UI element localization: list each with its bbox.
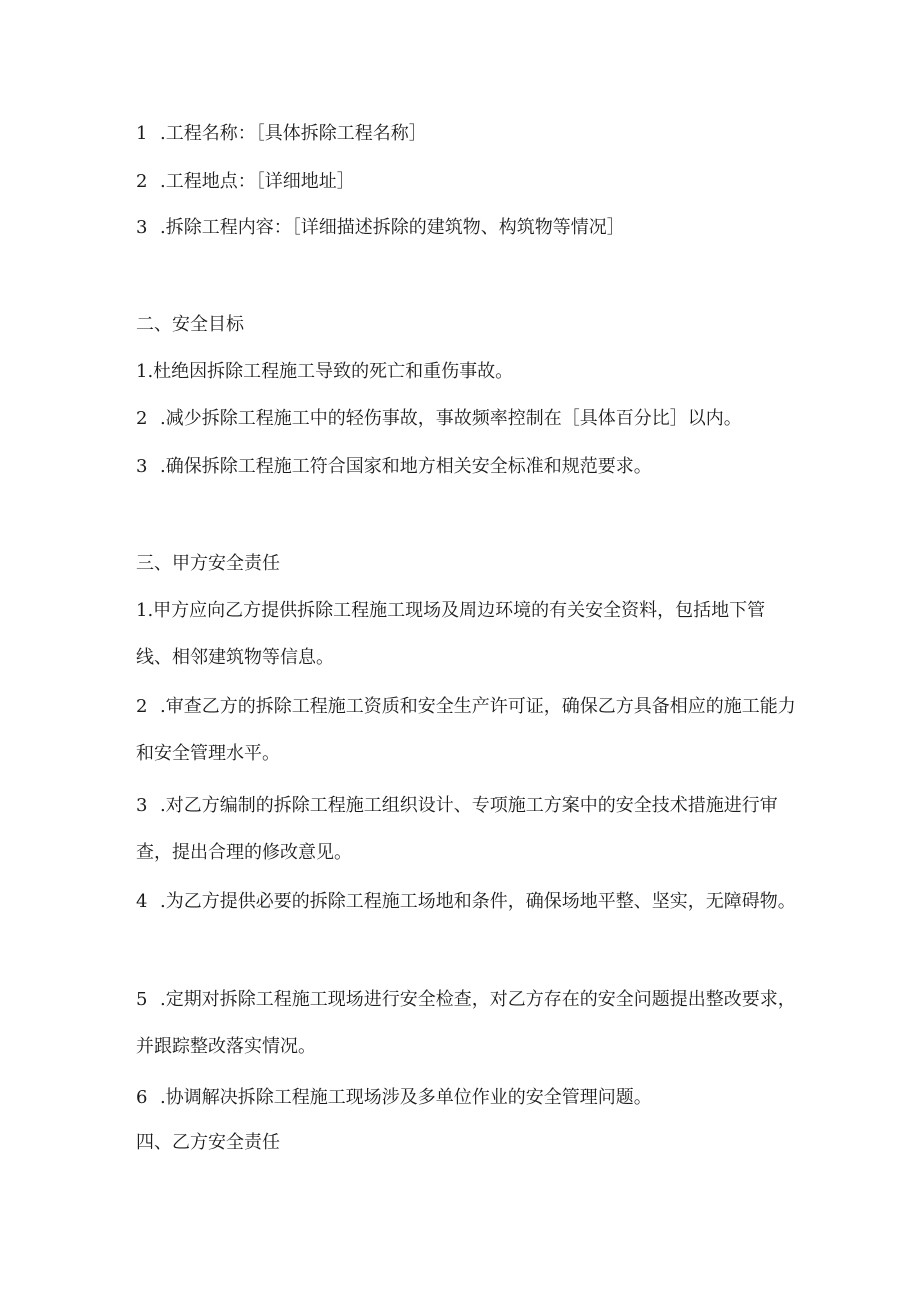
item-number: 1 [136,123,148,144]
item-number: 2 [136,171,148,192]
item-text: 1.甲方应向乙方提供拆除工程施工现场及周边环境的有关安全资料，包括地下管线、相邻建筑物等信息。 [136,600,766,668]
section-heading: 二、安全目标 [136,314,244,335]
item-number: 2 [136,696,148,717]
list-item [136,587,796,681]
item-number: 2 [136,408,148,429]
item-number: 5 [136,989,148,1010]
item-text: .审查乙方的拆除工程施工资质和安全生产许可证，确保乙方具备相应的施工能力和安全管理水平。 [136,696,796,764]
item-text: .为乙方提供必要的拆除工程施工场地和条件，确保场地平整、坚实，无障碍物。 [160,891,796,912]
list-item [136,407,796,431]
item-number: 3 [136,456,148,477]
section-heading: 三、甲方安全责任 [136,553,280,574]
section-heading: 四、乙方安全责任 [136,1132,280,1153]
item-text: .定期对拆除工程施工现场进行安全检查，对乙方存在的安全问题提出整改要求，并跟踪整改落实情况。 [136,989,796,1057]
item-number: 3 [136,795,148,816]
project-info-item [136,170,796,194]
project-info-item [136,122,796,146]
item-text: .拆除工程内容：［详细描述拆除的建筑物、构筑物等情况］ [160,217,625,238]
list-item [136,360,796,384]
project-info-item [136,216,796,240]
list-item [136,683,796,777]
item-number: 4 [136,891,148,912]
item-number: 3 [136,217,148,238]
item-text: .对乙方编制的拆除工程施工组织设计、专项施工方案中的安全技术措施进行审查，提出合理的修改意见。 [136,795,778,863]
list-item [136,782,796,876]
item-text: .工程名称：［具体拆除工程名称］ [160,123,427,144]
item-text: .协调解决拆除工程施工现场涉及多单位作业的安全管理问题。 [160,1087,652,1108]
list-item [136,1086,796,1110]
list-item [136,878,796,925]
item-text: .工程地点：［详细地址］ [160,171,355,192]
item-number: 6 [136,1087,148,1108]
list-item [136,976,796,1070]
item-text: .减少拆除工程施工中的轻伤事故，事故频率控制在［具体百分比］以内。 [160,408,742,429]
item-text: .确保拆除工程施工符合国家和地方相关安全标准和规范要求。 [160,456,652,477]
item-text: 1.杜绝因拆除工程施工导致的死亡和重伤事故。 [136,361,514,382]
list-item [136,455,796,479]
